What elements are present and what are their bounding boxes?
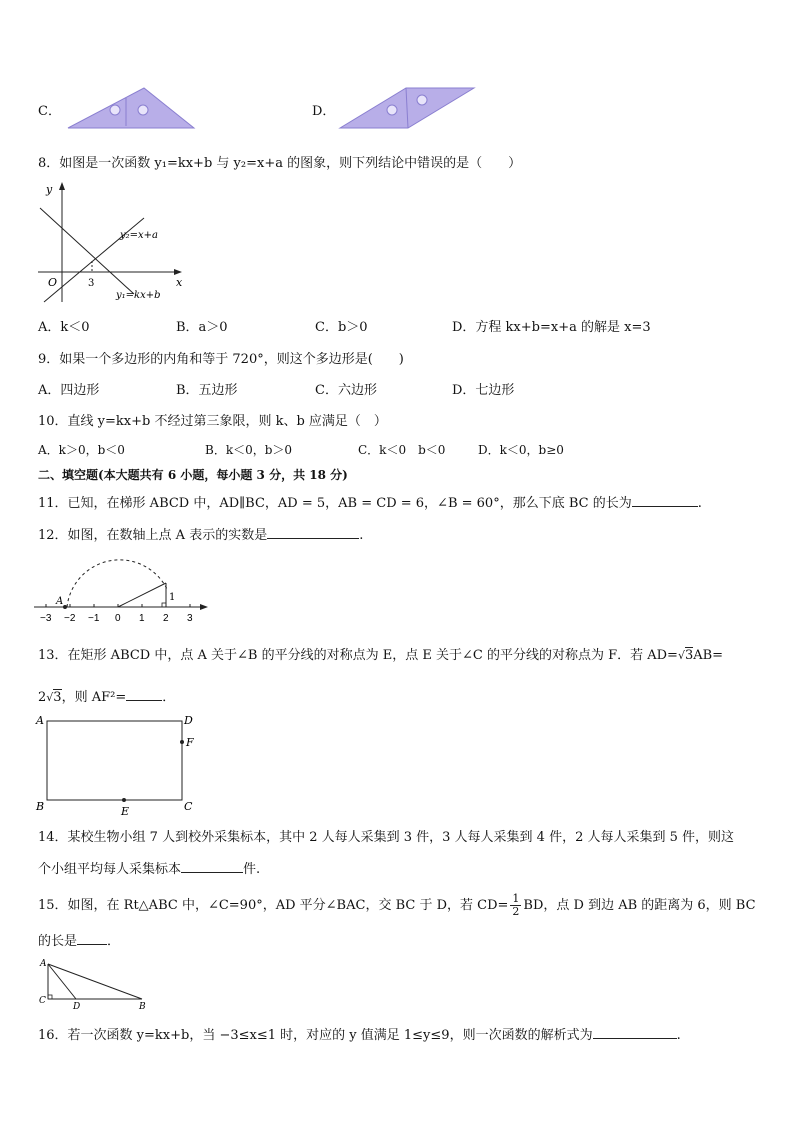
q14-answer-blank[interactable] [181,860,243,873]
q12-tick: 1 [139,613,145,624]
q10-stem: 10．直线 y=kx+b 不经过第三象限，则 k、b 应满足（ ） [38,414,387,429]
q12-number-line [34,554,214,626]
q13-label-d: D [184,714,193,727]
q13-line1: 13．在矩形 ABCD 中，点 A 关于∠B 的平分线的对称点为 E，点 E 关于∠C 的平分线的对称点为 F．若 AD=√3AB= [38,648,724,663]
q12-point-a-label: A [56,596,64,607]
q11-end: . [697,496,702,511]
q7-option-d-figure [338,86,478,130]
q9-option-b[interactable]: B．五边形 [176,383,238,398]
q15-label-a: A [40,959,47,969]
q15-line1 [38,893,756,918]
q13-label-e: E [121,805,130,818]
q12-text: 12．如图，在数轴上点 A 表示的实数是 [38,528,268,543]
q16-text: 16．若一次函数 y=kx+b，当 −3≤x≤1 时，对应的 y 值满足 1≤y≤9，则一次函数的解析式为 [38,1028,593,1043]
q15-fraction [510,893,521,918]
q7-option-c-figure [66,86,198,130]
q10-option-d[interactable]: D．k＜0，b≥0 [478,443,564,457]
q12-end: . [359,528,364,543]
q13-label-f: F [186,736,194,749]
q15-text-b: BD，点 D 到边 AB 的距离为 6，则 BC [523,898,756,913]
q11-line [38,492,702,511]
q12-tick: 2 [163,613,169,624]
q10-option-b[interactable]: B．k＜0，b＞0 [205,443,293,457]
q13-ask: ，则 AF²= [61,690,127,705]
q12-tick: −1 [88,613,100,624]
q12-tick: 3 [187,613,193,624]
q12-answer-blank[interactable] [267,526,359,539]
q13-label-c: C [184,800,193,813]
q9-option-d[interactable]: D．七边形 [452,383,515,398]
q8-option-b[interactable]: B．a＞0 [176,320,228,335]
q16-answer-blank[interactable] [593,1026,677,1039]
q13-answer-blank[interactable] [126,688,162,701]
section2-title: 二、填空题(本大题共有 6 小题，每小题 3 分，共 18 分) [38,468,348,482]
q8-option-a[interactable]: A．k＜0 [38,320,90,335]
q15-line2 [38,930,120,949]
q15-text-a: 15．如图，在 Rt△ABC 中，∠C=90°，AD 平分∠BAC，交 BC 于 D，若 CD= [38,898,509,913]
q12-tick: 0 [115,613,121,624]
q9-stem: 9．如果一个多边形的内角和等于 720°，则这个多边形是( ) [38,352,404,367]
q15-text-c: 的长是 [38,934,78,949]
q8-y-axis-label: y [46,183,53,196]
q7-option-d-label: D． [312,104,336,119]
q15-answer-blank[interactable] [77,932,107,945]
q15-triangle-figure [36,954,156,1014]
q8-line2-label: y₂=x+a [120,230,159,241]
q14-line1: 14．某校生物小组 7 人到校外采集标本，其中 2 人每人采集到 3 件，3 人每人采集到 4 件，2 人每人采集到 5 件，则这 [38,830,735,845]
q8-line1-label: y₁=kx+b [116,290,161,301]
q8-stem: 8．如图是一次函数 y₁=kx+b 与 y₂=x+a 的图象，则下列结论中错误的是（ ） [38,156,522,171]
q13-label-a: A [36,714,44,727]
q14-end: 件. [243,862,261,877]
q15-label-b: B [139,1002,146,1012]
q7-option-c-label: C． [38,104,61,119]
q13-text-end: AB= [693,648,724,663]
q14-text: 个小组平均每人采集标本 [38,862,182,877]
q13-root2: 3 [53,690,62,705]
q10-option-c[interactable]: C．k＜0 b＜0 [358,443,446,457]
q13-root: 3 [684,648,694,663]
q15-frac-num: 1 [512,892,520,905]
q13-label-b: B [36,800,45,813]
q9-option-a[interactable]: A．四边形 [38,383,100,398]
q13-text: 13．在矩形 ABCD 中，点 A 关于∠B 的平分线的对称点为 E，点 E 关于∠C 的平分线的对称点为 F．若 AD= [38,648,678,663]
q8-x-axis-label: x [176,276,183,289]
q15-frac-den: 2 [512,905,520,918]
q10-option-a[interactable]: A．k＞0，b＜0 [38,443,125,457]
q16-end: . [676,1028,681,1043]
q8-x-tick-3: 3 [88,278,95,289]
q15-label-d: D [73,1002,81,1012]
q12-line [38,524,363,543]
q8-option-c[interactable]: C．b＞0 [315,320,368,335]
q13-rectangle-figure [34,712,204,820]
q12-tick: −3 [40,613,52,624]
q12-tick: −2 [64,613,76,624]
q12-height-label: 1 [169,592,176,603]
q8-origin-label: O [48,276,58,289]
q15-end: ． [107,934,121,949]
q11-text: 11．已知，在梯形 ABCD 中，AD∥BC，AD = 5，AB = CD = 6，∠B = 60°，那么下底 BC 的长为 [38,496,632,511]
q13-line2: 2√3，则 AF²= ． [38,690,176,705]
q8-graph [36,180,196,306]
q13-coef: 2 [38,690,47,705]
q8-option-d[interactable]: D．方程 kx+b=x+a 的解是 x=3 [452,320,651,335]
q11-answer-blank[interactable] [632,494,698,507]
q9-option-c[interactable]: C．六边形 [315,383,377,398]
q16-line [38,1024,681,1043]
q15-label-c: C [39,996,46,1006]
q14-line2 [38,858,260,877]
q13-end: ． [162,690,176,705]
